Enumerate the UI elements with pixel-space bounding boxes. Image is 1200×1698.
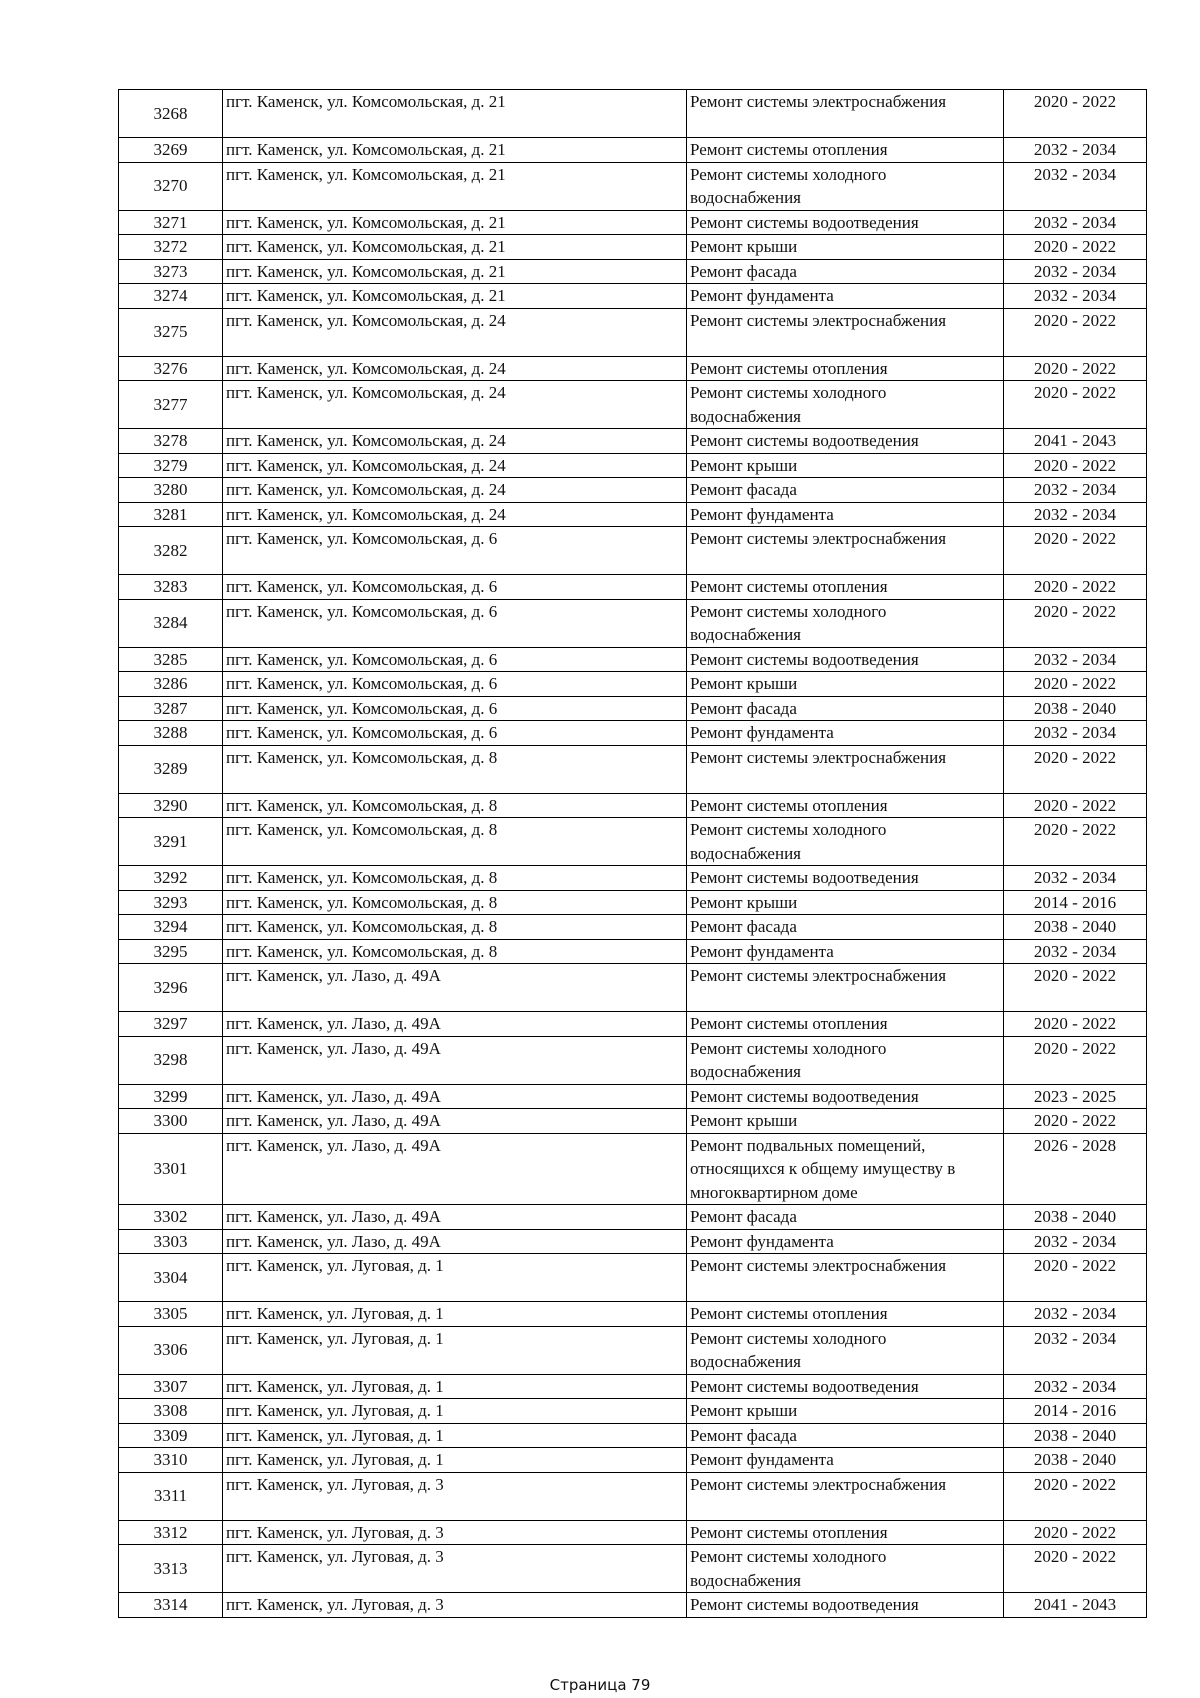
period-cell: 2032 - 2034 (1004, 939, 1147, 964)
table-row (119, 1593, 1147, 1618)
work-type-cell: Ремонт системы холодного водоснабжения (687, 1036, 1004, 1084)
table-row (119, 453, 1147, 478)
period-cell: 2020 - 2022 (1004, 1012, 1147, 1037)
table-row (119, 381, 1147, 429)
work-type-cell: Ремонт фундамента (687, 1229, 1004, 1254)
work-type-cell: Ремонт фасада (687, 478, 1004, 503)
address-cell: пгт. Каменск, ул. Комсомольская, д. 21 (223, 210, 687, 235)
row-number-cell: 3282 (119, 527, 223, 575)
work-type-cell: Ремонт фасада (687, 915, 1004, 940)
period-cell: 2032 - 2034 (1004, 1302, 1147, 1327)
address-cell: пгт. Каменск, ул. Комсомольская, д. 8 (223, 745, 687, 793)
work-type-cell: Ремонт системы водоотведения (687, 429, 1004, 454)
table-row (119, 793, 1147, 818)
work-type-cell: Ремонт системы электроснабжения (687, 1472, 1004, 1520)
period-cell: 2032 - 2034 (1004, 502, 1147, 527)
address-cell: пгт. Каменск, ул. Комсомольская, д. 24 (223, 381, 687, 429)
address-cell: пгт. Каменск, ул. Лазо, д. 49А (223, 1109, 687, 1134)
address-cell: пгт. Каменск, ул. Комсомольская, д. 8 (223, 890, 687, 915)
address-cell: пгт. Каменск, ул. Комсомольская, д. 21 (223, 162, 687, 210)
period-cell: 2020 - 2022 (1004, 90, 1147, 138)
period-cell: 2020 - 2022 (1004, 818, 1147, 866)
table-row (119, 672, 1147, 697)
address-cell: пгт. Каменск, ул. Комсомольская, д. 21 (223, 90, 687, 138)
row-number-cell: 3300 (119, 1109, 223, 1134)
row-number-cell: 3270 (119, 162, 223, 210)
table-row (119, 1012, 1147, 1037)
period-cell: 2032 - 2034 (1004, 1229, 1147, 1254)
address-cell: пгт. Каменск, ул. Комсомольская, д. 6 (223, 696, 687, 721)
work-type-cell: Ремонт системы водоотведения (687, 1084, 1004, 1109)
period-cell: 2038 - 2040 (1004, 915, 1147, 940)
period-cell: 2032 - 2034 (1004, 284, 1147, 309)
table-row (119, 162, 1147, 210)
period-cell: 2026 - 2028 (1004, 1133, 1147, 1205)
address-cell: пгт. Каменск, ул. Комсомольская, д. 24 (223, 308, 687, 356)
row-number-cell: 3304 (119, 1254, 223, 1302)
address-cell: пгт. Каменск, ул. Комсомольская, д. 6 (223, 527, 687, 575)
row-number-cell: 3285 (119, 647, 223, 672)
period-cell: 2014 - 2016 (1004, 890, 1147, 915)
work-type-cell: Ремонт фундамента (687, 1448, 1004, 1473)
address-cell: пгт. Каменск, ул. Луговая, д. 3 (223, 1520, 687, 1545)
table-row (119, 964, 1147, 1012)
row-number-cell: 3280 (119, 478, 223, 503)
address-cell: пгт. Каменск, ул. Луговая, д. 1 (223, 1254, 687, 1302)
row-number-cell: 3299 (119, 1084, 223, 1109)
row-number-cell: 3287 (119, 696, 223, 721)
period-cell: 2020 - 2022 (1004, 235, 1147, 260)
work-type-cell: Ремонт системы электроснабжения (687, 1254, 1004, 1302)
row-number-cell: 3305 (119, 1302, 223, 1327)
table-row (119, 1472, 1147, 1520)
work-type-cell: Ремонт фундамента (687, 284, 1004, 309)
work-type-cell: Ремонт системы холодного водоснабжения (687, 1326, 1004, 1374)
table-row (119, 90, 1147, 138)
work-type-cell: Ремонт системы водоотведения (687, 1593, 1004, 1618)
work-type-cell: Ремонт крыши (687, 453, 1004, 478)
work-type-cell: Ремонт системы холодного водоснабжения (687, 599, 1004, 647)
work-type-cell: Ремонт фасада (687, 259, 1004, 284)
table-row (119, 284, 1147, 309)
table-row (119, 721, 1147, 746)
address-cell: пгт. Каменск, ул. Луговая, д. 1 (223, 1399, 687, 1424)
address-cell: пгт. Каменск, ул. Комсомольская, д. 21 (223, 259, 687, 284)
table-row (119, 308, 1147, 356)
row-number-cell: 3278 (119, 429, 223, 454)
work-type-cell: Ремонт системы отопления (687, 138, 1004, 163)
table-row (119, 1229, 1147, 1254)
row-number-cell: 3306 (119, 1326, 223, 1374)
row-number-cell: 3301 (119, 1133, 223, 1205)
table-row (119, 1520, 1147, 1545)
table-row (119, 647, 1147, 672)
period-cell: 2020 - 2022 (1004, 308, 1147, 356)
row-number-cell: 3309 (119, 1423, 223, 1448)
row-number-cell: 3303 (119, 1229, 223, 1254)
row-number-cell: 3275 (119, 308, 223, 356)
row-number-cell: 3269 (119, 138, 223, 163)
table-row (119, 502, 1147, 527)
period-cell: 2020 - 2022 (1004, 1545, 1147, 1593)
period-cell: 2020 - 2022 (1004, 745, 1147, 793)
period-cell: 2020 - 2022 (1004, 575, 1147, 600)
address-cell: пгт. Каменск, ул. Лазо, д. 49А (223, 1229, 687, 1254)
period-cell: 2020 - 2022 (1004, 453, 1147, 478)
work-type-cell: Ремонт системы водоотведения (687, 1374, 1004, 1399)
table-row (119, 478, 1147, 503)
period-cell: 2032 - 2034 (1004, 478, 1147, 503)
row-number-cell: 3271 (119, 210, 223, 235)
row-number-cell: 3308 (119, 1399, 223, 1424)
period-cell: 2041 - 2043 (1004, 429, 1147, 454)
table-row (119, 1399, 1147, 1424)
address-cell: пгт. Каменск, ул. Комсомольская, д. 24 (223, 429, 687, 454)
table-row (119, 1205, 1147, 1230)
work-type-cell: Ремонт системы отопления (687, 356, 1004, 381)
table-row (119, 1423, 1147, 1448)
address-cell: пгт. Каменск, ул. Комсомольская, д. 8 (223, 939, 687, 964)
period-cell: 2020 - 2022 (1004, 964, 1147, 1012)
address-cell: пгт. Каменск, ул. Луговая, д. 1 (223, 1374, 687, 1399)
row-number-cell: 3290 (119, 793, 223, 818)
period-cell: 2038 - 2040 (1004, 1448, 1147, 1473)
address-cell: пгт. Каменск, ул. Лазо, д. 49А (223, 1205, 687, 1230)
row-number-cell: 3310 (119, 1448, 223, 1473)
row-number-cell: 3284 (119, 599, 223, 647)
period-cell: 2020 - 2022 (1004, 1520, 1147, 1545)
row-number-cell: 3313 (119, 1545, 223, 1593)
row-number-cell: 3277 (119, 381, 223, 429)
row-number-cell: 3307 (119, 1374, 223, 1399)
address-cell: пгт. Каменск, ул. Лазо, д. 49А (223, 1133, 687, 1205)
period-cell: 2020 - 2022 (1004, 1109, 1147, 1134)
period-cell: 2032 - 2034 (1004, 721, 1147, 746)
row-number-cell: 3314 (119, 1593, 223, 1618)
table-row (119, 1084, 1147, 1109)
address-cell: пгт. Каменск, ул. Комсомольская, д. 24 (223, 478, 687, 503)
table-row (119, 1545, 1147, 1593)
address-cell: пгт. Каменск, ул. Луговая, д. 3 (223, 1593, 687, 1618)
period-cell: 2032 - 2034 (1004, 647, 1147, 672)
work-type-cell: Ремонт системы холодного водоснабжения (687, 381, 1004, 429)
period-cell: 2020 - 2022 (1004, 793, 1147, 818)
table-row (119, 915, 1147, 940)
work-type-cell: Ремонт системы водоотведения (687, 866, 1004, 891)
repair-schedule-table (118, 89, 1147, 1618)
address-cell: пгт. Каменск, ул. Комсомольская, д. 6 (223, 672, 687, 697)
table-row (119, 745, 1147, 793)
work-type-cell: Ремонт фундамента (687, 502, 1004, 527)
table-row (119, 1302, 1147, 1327)
table-row (119, 575, 1147, 600)
period-cell: 2020 - 2022 (1004, 599, 1147, 647)
table-row (119, 356, 1147, 381)
table-row (119, 527, 1147, 575)
row-number-cell: 3298 (119, 1036, 223, 1084)
work-type-cell: Ремонт крыши (687, 1109, 1004, 1134)
work-type-cell: Ремонт системы отопления (687, 1012, 1004, 1037)
period-cell: 2032 - 2034 (1004, 138, 1147, 163)
table-row (119, 1374, 1147, 1399)
table-row (119, 866, 1147, 891)
row-number-cell: 3293 (119, 890, 223, 915)
work-type-cell: Ремонт системы водоотведения (687, 210, 1004, 235)
address-cell: пгт. Каменск, ул. Луговая, д. 1 (223, 1302, 687, 1327)
address-cell: пгт. Каменск, ул. Комсомольская, д. 6 (223, 721, 687, 746)
row-number-cell: 3272 (119, 235, 223, 260)
work-type-cell: Ремонт фасада (687, 1205, 1004, 1230)
table-row (119, 138, 1147, 163)
period-cell: 2020 - 2022 (1004, 356, 1147, 381)
work-type-cell: Ремонт фасада (687, 696, 1004, 721)
table-body (119, 90, 1147, 1618)
work-type-cell: Ремонт системы отопления (687, 575, 1004, 600)
address-cell: пгт. Каменск, ул. Лазо, д. 49А (223, 964, 687, 1012)
work-type-cell: Ремонт крыши (687, 672, 1004, 697)
table-row (119, 890, 1147, 915)
address-cell: пгт. Каменск, ул. Комсомольская, д. 21 (223, 138, 687, 163)
table-row (119, 1133, 1147, 1205)
address-cell: пгт. Каменск, ул. Лазо, д. 49А (223, 1084, 687, 1109)
address-cell: пгт. Каменск, ул. Луговая, д. 1 (223, 1423, 687, 1448)
work-type-cell: Ремонт системы электроснабжения (687, 308, 1004, 356)
period-cell: 2032 - 2034 (1004, 1374, 1147, 1399)
table-row (119, 696, 1147, 721)
period-cell: 2041 - 2043 (1004, 1593, 1147, 1618)
row-number-cell: 3302 (119, 1205, 223, 1230)
period-cell: 2020 - 2022 (1004, 381, 1147, 429)
work-type-cell: Ремонт системы отопления (687, 1302, 1004, 1327)
table-row (119, 1448, 1147, 1473)
address-cell: пгт. Каменск, ул. Комсомольская, д. 8 (223, 915, 687, 940)
table-row (119, 429, 1147, 454)
table-row (119, 235, 1147, 260)
row-number-cell: 3279 (119, 453, 223, 478)
work-type-cell: Ремонт крыши (687, 235, 1004, 260)
work-type-cell: Ремонт системы отопления (687, 1520, 1004, 1545)
row-number-cell: 3297 (119, 1012, 223, 1037)
row-number-cell: 3289 (119, 745, 223, 793)
row-number-cell: 3268 (119, 90, 223, 138)
period-cell: 2038 - 2040 (1004, 1423, 1147, 1448)
row-number-cell: 3311 (119, 1472, 223, 1520)
period-cell: 2038 - 2040 (1004, 696, 1147, 721)
row-number-cell: 3283 (119, 575, 223, 600)
address-cell: пгт. Каменск, ул. Комсомольская, д. 21 (223, 284, 687, 309)
address-cell: пгт. Каменск, ул. Луговая, д. 1 (223, 1326, 687, 1374)
period-cell: 2020 - 2022 (1004, 672, 1147, 697)
row-number-cell: 3281 (119, 502, 223, 527)
work-type-cell: Ремонт системы холодного водоснабжения (687, 1545, 1004, 1593)
work-type-cell: Ремонт системы электроснабжения (687, 745, 1004, 793)
table-row (119, 210, 1147, 235)
address-cell: пгт. Каменск, ул. Комсомольская, д. 8 (223, 866, 687, 891)
address-cell: пгт. Каменск, ул. Комсомольская, д. 24 (223, 356, 687, 381)
work-type-cell: Ремонт фасада (687, 1423, 1004, 1448)
table-row (119, 1109, 1147, 1134)
work-type-cell: Ремонт системы электроснабжения (687, 527, 1004, 575)
row-number-cell: 3296 (119, 964, 223, 1012)
address-cell: пгт. Каменск, ул. Луговая, д. 1 (223, 1448, 687, 1473)
period-cell: 2020 - 2022 (1004, 1472, 1147, 1520)
work-type-cell: Ремонт подвальных помещений, относящихся к общему имуществу в многоквартирном доме (687, 1133, 1004, 1205)
address-cell: пгт. Каменск, ул. Комсомольская, д. 24 (223, 502, 687, 527)
work-type-cell: Ремонт системы электроснабжения (687, 90, 1004, 138)
address-cell: пгт. Каменск, ул. Комсомольская, д. 8 (223, 793, 687, 818)
period-cell: 2032 - 2034 (1004, 866, 1147, 891)
work-type-cell: Ремонт фундамента (687, 721, 1004, 746)
period-cell: 2032 - 2034 (1004, 162, 1147, 210)
work-type-cell: Ремонт крыши (687, 890, 1004, 915)
row-number-cell: 3273 (119, 259, 223, 284)
table-row (119, 259, 1147, 284)
row-number-cell: 3286 (119, 672, 223, 697)
address-cell: пгт. Каменск, ул. Луговая, д. 3 (223, 1472, 687, 1520)
work-type-cell: Ремонт системы отопления (687, 793, 1004, 818)
address-cell: пгт. Каменск, ул. Комсомольская, д. 24 (223, 453, 687, 478)
table-row (119, 818, 1147, 866)
period-cell: 2020 - 2022 (1004, 1254, 1147, 1302)
table-row (119, 1326, 1147, 1374)
period-cell: 2038 - 2040 (1004, 1205, 1147, 1230)
work-type-cell: Ремонт системы холодного водоснабжения (687, 818, 1004, 866)
row-number-cell: 3294 (119, 915, 223, 940)
row-number-cell: 3291 (119, 818, 223, 866)
row-number-cell: 3276 (119, 356, 223, 381)
address-cell: пгт. Каменск, ул. Комсомольская, д. 6 (223, 575, 687, 600)
work-type-cell: Ремонт фундамента (687, 939, 1004, 964)
period-cell: 2023 - 2025 (1004, 1084, 1147, 1109)
row-number-cell: 3312 (119, 1520, 223, 1545)
address-cell: пгт. Каменск, ул. Лазо, д. 49А (223, 1012, 687, 1037)
address-cell: пгт. Каменск, ул. Комсомольская, д. 6 (223, 599, 687, 647)
table-row (119, 939, 1147, 964)
row-number-cell: 3292 (119, 866, 223, 891)
period-cell: 2020 - 2022 (1004, 1036, 1147, 1084)
page-number: Страница 79 (549, 1676, 651, 1694)
address-cell: пгт. Каменск, ул. Комсомольская, д. 21 (223, 235, 687, 260)
period-cell: 2014 - 2016 (1004, 1399, 1147, 1424)
table-row (119, 1254, 1147, 1302)
work-type-cell: Ремонт системы холодного водоснабжения (687, 162, 1004, 210)
address-cell: пгт. Каменск, ул. Луговая, д. 3 (223, 1545, 687, 1593)
period-cell: 2032 - 2034 (1004, 210, 1147, 235)
period-cell: 2032 - 2034 (1004, 259, 1147, 284)
address-cell: пгт. Каменск, ул. Лазо, д. 49А (223, 1036, 687, 1084)
work-type-cell: Ремонт системы водоотведения (687, 647, 1004, 672)
period-cell: 2020 - 2022 (1004, 527, 1147, 575)
table-row (119, 1036, 1147, 1084)
period-cell: 2032 - 2034 (1004, 1326, 1147, 1374)
address-cell: пгт. Каменск, ул. Комсомольская, д. 8 (223, 818, 687, 866)
row-number-cell: 3295 (119, 939, 223, 964)
table-row (119, 599, 1147, 647)
row-number-cell: 3288 (119, 721, 223, 746)
work-type-cell: Ремонт крыши (687, 1399, 1004, 1424)
address-cell: пгт. Каменск, ул. Комсомольская, д. 6 (223, 647, 687, 672)
row-number-cell: 3274 (119, 284, 223, 309)
work-type-cell: Ремонт системы электроснабжения (687, 964, 1004, 1012)
